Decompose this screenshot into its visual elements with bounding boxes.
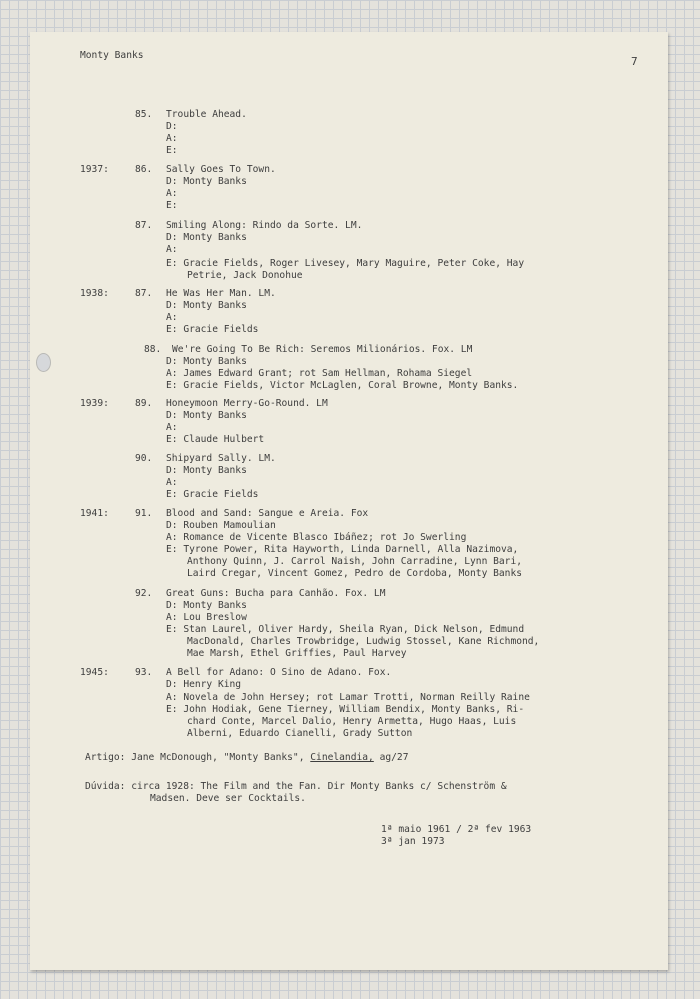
entry-cast-continued: Petrie, Jack Donohue [187,270,303,281]
entry-author: A: Novela de John Hersey; rot Lamar Trotti, Norman Reilly Raine [166,692,530,703]
entry-director: D: Monty Banks [166,465,247,476]
entry-cast-continued: chard Conte, Marcel Dalio, Henry Armetta, Hugo Haas, Luis [187,716,517,727]
entry-cast: E: Gracie Fields, Victor McLaglen, Coral Browne, Monty Banks. [166,380,519,391]
revision-dates-line-2: 3ª jan 1973 [381,836,445,847]
entry-cast-continued: Laird Cregar, Vincent Gomez, Pedro de Cordoba, Monty Banks [187,568,523,579]
entry-year: 1941: [80,508,109,519]
entry-author: A: James Edward Grant; rot Sam Hellman, Rohama Siegel [166,368,473,379]
entry-title: Honeymoon Merry-Go-Round. LM [166,398,328,409]
entry-author: A: [166,133,178,144]
entry-director: D: Monty Banks [166,300,247,311]
entry-director: D: Monty Banks [166,410,247,421]
entry-author: A: Romance de Vicente Blasco Ibáñez; rot Jo Swerling [166,532,467,543]
entry-author: A: Lou Breslow [166,612,247,623]
entry-cast: E: Gracie Fields [166,489,259,500]
entry-cast: E: [166,200,178,211]
entry-cast-continued: Anthony Quinn, J. Carrol Naish, John Carradine, Lynn Bari, [187,556,523,567]
entry-cast: E: Gracie Fields, Roger Livesey, Mary Maguire, Peter Coke, Hay [166,258,525,269]
entry-director: D: [166,121,178,132]
entry-cast: E: Tyrone Power, Rita Hayworth, Linda Darnell, Alla Nazimova, [166,544,519,555]
entry-number: 90. [135,453,153,464]
entry-director: D: Henry King [166,679,242,690]
article-prefix: Artigo: Jane McDonough, "Monty Banks", [85,752,311,763]
entry-director: D: Monty Banks [166,600,247,611]
entry-year: 1938: [80,288,109,299]
page-header-title: Monty Banks [80,50,144,61]
entry-cast-continued: MacDonald, Charles Trowbridge, Ludwig Stossel, Kane Richmond, [187,636,540,647]
entry-cast-continued: Alberni, Eduardo Cianelli, Grady Sutton [187,728,413,739]
entry-director: D: Rouben Mamoulian [166,520,276,531]
entry-director: D: Monty Banks [166,232,247,243]
article-suffix: ag/27 [373,752,409,763]
entry-title: Smiling Along: Rindo da Sorte. LM. [166,220,363,231]
doubt-note-line-1: Dúvida: circa 1928: The Film and the Fan. Dir Monty Banks c/ Schenström & [85,781,507,792]
entry-title: He Was Her Man. LM. [166,288,276,299]
entry-title: A Bell for Adano: O Sino de Adano. Fox. [166,667,392,678]
entry-number: 93. [135,667,153,678]
entry-number: 87. [135,288,153,299]
entry-title: Shipyard Sally. LM. [166,453,276,464]
entry-number: 88. [144,344,162,355]
entry-director: D: Monty Banks [166,356,247,367]
entry-number: 87. [135,220,153,231]
article-note [85,752,408,763]
entry-cast: E: John Hodiak, Gene Tierney, William Bendix, Monty Banks, Ri- [166,704,525,715]
entry-cast: E: Gracie Fields [166,324,259,335]
entry-cast: E: Stan Laurel, Oliver Hardy, Sheila Ryan, Dick Nelson, Edmund [166,624,525,635]
entry-author: A: [166,312,178,323]
entry-author: A: [166,422,178,433]
entry-title: Sally Goes To Town. [166,164,276,175]
entry-author: A: [166,244,178,255]
entry-year: 1945: [80,667,109,678]
entry-cast: E: Claude Hulbert [166,434,265,445]
entry-number: 86. [135,164,153,175]
entry-title: Great Guns: Bucha para Canhão. Fox. LM [166,588,386,599]
entry-author: A: [166,477,178,488]
entry-number: 89. [135,398,153,409]
entry-author: A: [166,188,178,199]
entry-title: We're Going To Be Rich: Seremos Milionários. Fox. LM [172,344,473,355]
entry-title: Trouble Ahead. [166,109,247,120]
entry-year: 1939: [80,398,109,409]
article-source: Cinelandia, [310,752,374,763]
entry-number: 92. [135,588,153,599]
punch-hole [36,353,51,372]
entry-title: Blood and Sand: Sangue e Areia. Fox [166,508,369,519]
doubt-note-line-2: Madsen. Deve ser Cocktails. [150,793,306,804]
revision-dates-line-1: 1ª maio 1961 / 2ª fev 1963 [381,824,532,835]
page-number: 7 [631,55,638,68]
entry-cast-continued: Mae Marsh, Ethel Griffies, Paul Harvey [187,648,407,659]
entry-director: D: Monty Banks [166,176,247,187]
entry-number: 91. [135,508,153,519]
entry-number: 85. [135,109,153,120]
entry-year: 1937: [80,164,109,175]
entry-cast: E: [166,145,178,156]
